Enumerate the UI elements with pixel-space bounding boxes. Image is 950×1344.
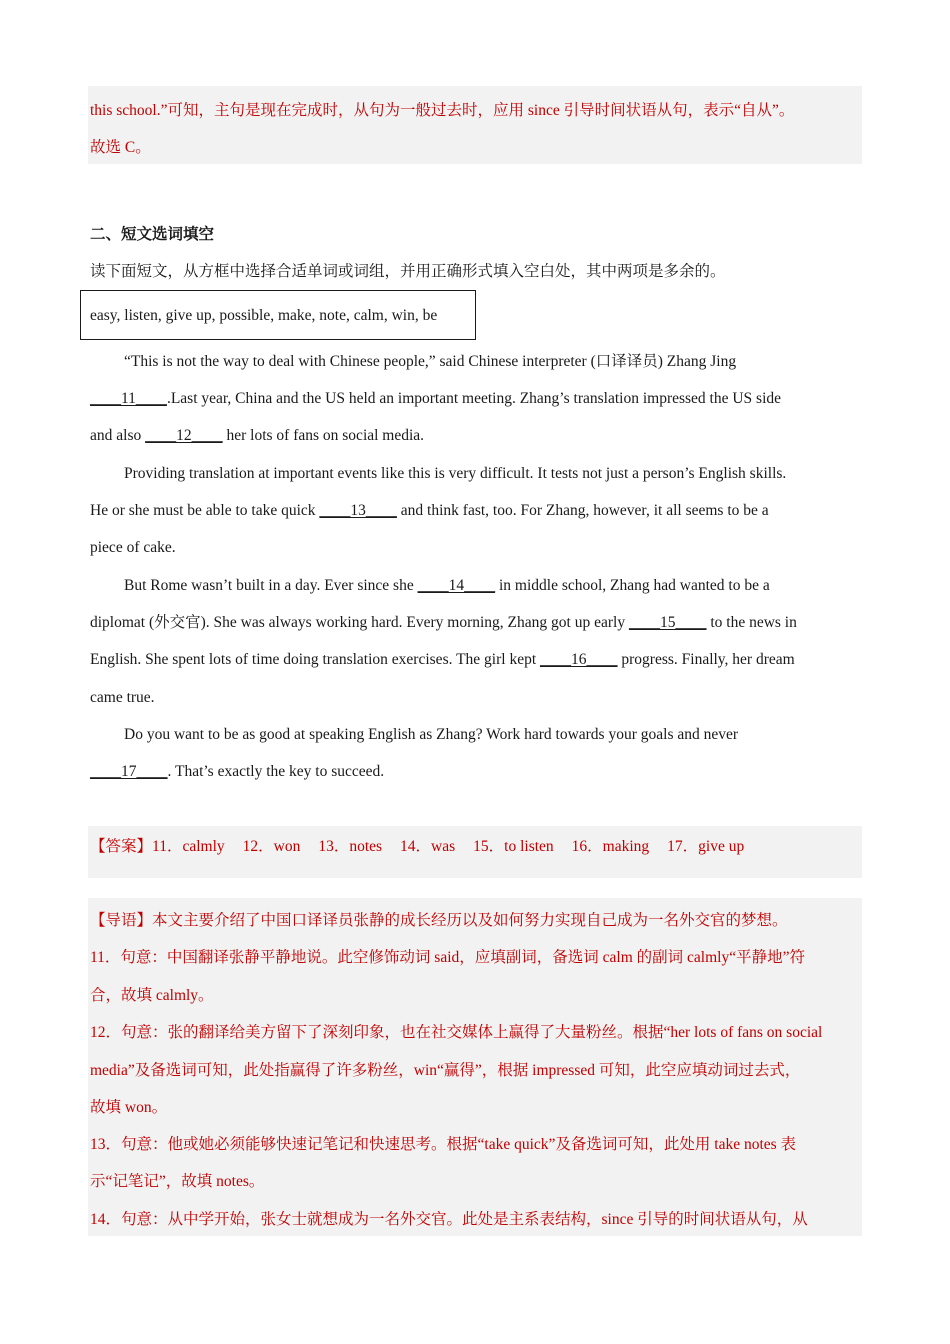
answer-item: 14．was — [400, 838, 456, 855]
passage-p3-line-4: came true. — [90, 689, 155, 706]
blank-15: ____15____ — [628, 614, 707, 631]
passage-p3-line-2: diplomat (外交官). She was always working hard. Every morning, Zhang got up early ____15____ to the news in — [90, 614, 797, 631]
answer-line — [90, 837, 762, 857]
passage-p1-line-1: “This is not the way to deal with Chinese people,” said Chinese interpreter (口译译员) Zhang Jing — [124, 353, 737, 370]
passage-p1-line-2: ____11____.Last year, China and the US held an important meeting. Zhang’s translation impressed the US side — [90, 390, 782, 407]
answer-item: 15．to listen — [473, 838, 554, 855]
passage-p3-line-3: English. She spent lots of time doing translation exercises. The girl kept ____16____ progress. Finally, her dream — [90, 651, 795, 668]
explanation-11-line-2: 合，故填 calmly。 — [90, 987, 214, 1004]
section-title: 二、短文选词填空 — [90, 226, 215, 243]
blank-11: ____11____ — [90, 390, 167, 407]
top-explanation-block — [88, 86, 862, 164]
guide-line — [90, 911, 788, 931]
passage-p2-line-2: He or she must be able to take quick ____13____ and think fast, too. For Zhang, however, it all seems to be a — [90, 502, 769, 519]
explanation-11-line-1: 11．句意：中国翻译张静平静地说。此空修饰动词 said，应填副词，备选词 calm 的副词 calmly“平静地”符 — [90, 949, 805, 966]
guide-text: 本文主要介绍了中国口译译员张静的成长经历以及如何努力实现自己成为一名外交官的梦想。 — [152, 912, 788, 929]
passage-p1-line-3: and also ____12____ her lots of fans on social media. — [90, 427, 425, 444]
guide-label: 【导语】 — [90, 912, 153, 929]
blank-13: ____13____ — [319, 502, 397, 519]
explanation-13-line-1: 13．句意：他或她必须能够快速记笔记和快速思考。根据“take quick”及备选词可知，此处用 take notes 表 — [90, 1136, 797, 1153]
answer-item: 13．notes — [318, 838, 383, 855]
explanation-12-line-2: media”及备选词可知，此处指赢得了许多粉丝，win“赢得”，根据 impressed 可知，此空应填动词过去式， — [90, 1062, 801, 1079]
passage-p2-line-1: Providing translation at important events like this is very difficult. It tests not just a person’s English skills. — [124, 465, 787, 482]
top-explanation-line-1: this school.”可知，主句是现在完成时，从句为一般过去时，应用 since 引导时间状语从句，表示“自从”。 — [90, 102, 795, 119]
blank-14: ____14____ — [417, 577, 496, 594]
answer-item: 12．won — [242, 838, 301, 855]
explanation-13-line-2: 示“记笔记”，故填 notes。 — [90, 1173, 265, 1190]
passage-p4-line-2: ____17____. That’s exactly the key to succeed. — [90, 763, 385, 780]
explanation-12-line-3: 故填 won。 — [90, 1099, 168, 1116]
word-box-text: easy, listen, give up, possible, make, note, calm, win, be — [90, 307, 438, 324]
explanation-14-line-1: 14．句意：从中学开始，张女士就想成为一名外交官。此处是主系表结构，since 引导的时间状语从句，从 — [90, 1211, 808, 1228]
top-explanation-line-2: 故选 C。 — [90, 139, 151, 156]
word-box — [80, 290, 476, 340]
answer-item: 11．calmly — [152, 838, 225, 855]
blank-16: ____16____ — [540, 651, 618, 668]
passage-p4-line-1: Do you want to be as good at speaking English as Zhang? Work hard towards your goals and never — [124, 726, 739, 743]
passage-p2-line-3: piece of cake. — [90, 539, 176, 556]
blank-12: ____12____ — [145, 427, 223, 444]
section-instruction: 读下面短文，从方框中选择合适单词或词组，并用正确形式填入空白处，其中两项是多余的。 — [90, 263, 726, 280]
explanation-12-line-1: 12．句意：张的翻译给美方留下了深刻印象，也在社交媒体上赢得了大量粉丝。根据“her lots of fans on social — [90, 1024, 823, 1041]
answer-label: 【答案】 — [90, 838, 153, 855]
answer-item: 17．give up — [667, 838, 745, 855]
passage-p3-line-1: But Rome wasn’t built in a day. Ever since she ____14____ in middle school, Zhang had wanted to be a — [124, 577, 770, 594]
blank-17: ____17____ — [90, 763, 168, 780]
answer-item: 16．making — [571, 838, 650, 855]
